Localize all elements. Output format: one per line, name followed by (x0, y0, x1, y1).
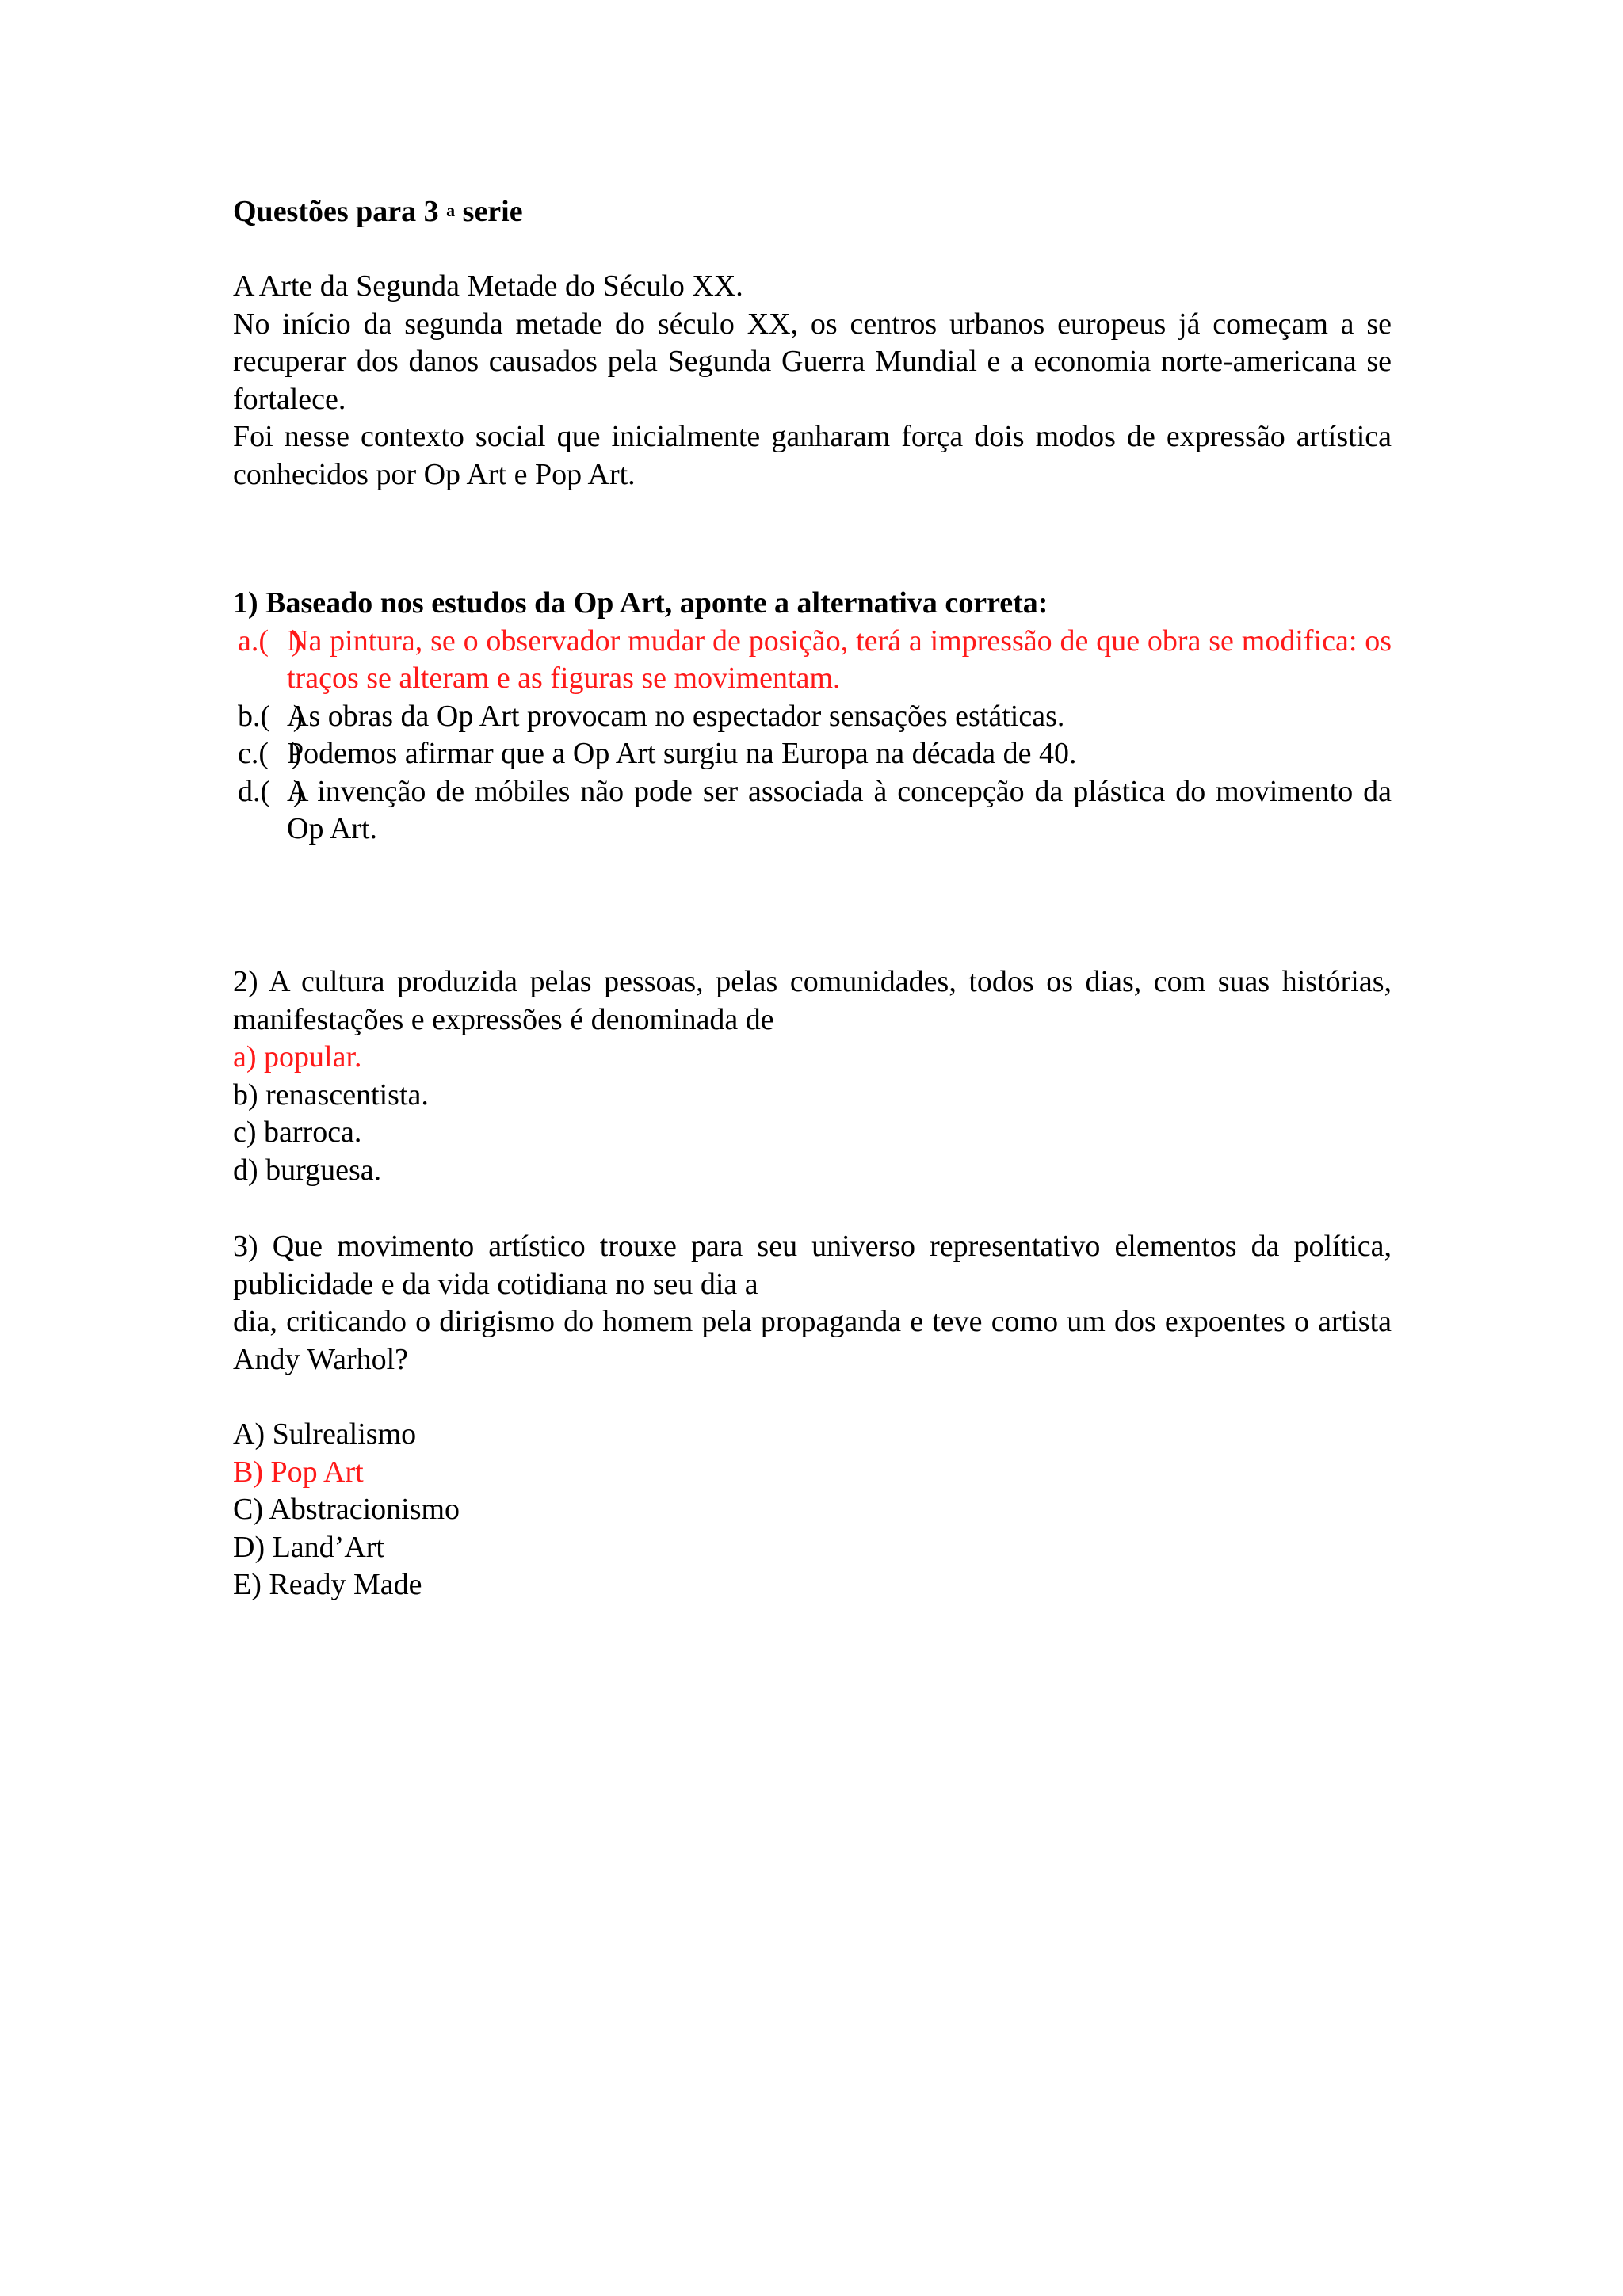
intro-paragraph-2: Foi nesse contexto social que inicialmente ganharam força dois modos de expressão artística conhecidos por Op Art e Pop Art. (233, 420, 1392, 491)
question-3-option-c: C) Abstracionismo (233, 1493, 460, 1526)
question-3-option-a: A) Sulrealismo (233, 1417, 417, 1451)
intro-section (233, 268, 1392, 494)
question-1 (233, 585, 1392, 849)
question-3-option-b: B) Pop Art (233, 1455, 364, 1489)
option-a-label: a.( ) (238, 624, 302, 658)
question-1-heading: 1) Baseado nos estudos da Op Art, aponte a alternativa correta: (233, 586, 1048, 620)
page-title (233, 193, 1392, 231)
option-c-label: c.( ) (238, 737, 302, 770)
question-3-heading-line-2: dia, criticando o dirigismo do homem pela propaganda e teve como um dos expoentes o artista Andy Warhol? (233, 1305, 1392, 1376)
title-rest: serie (462, 195, 523, 228)
question-3-heading-line-1: 3) Que movimento artístico trouxe para seu universo representativo elementos da política, publicidade e da vida cotidiana no seu dia a (233, 1230, 1392, 1301)
option-b-text: As obras da Op Art provocam no espectador sensações estáticas. (287, 699, 1065, 733)
question-1-option-d (233, 773, 1392, 849)
intro-heading: A Arte da Segunda Metade do Século XX. (233, 269, 743, 303)
question-2-option-a: a) popular. (233, 1040, 362, 1074)
intro-paragraph-1: No início da segunda metade do século XX, os centros urbanos europeus já começam a se recuperar dos danos causados pela Segunda Guerra Mundial e a economia norte-americana se fortalece. (233, 307, 1392, 416)
question-3-options (233, 1416, 1392, 1604)
question-2-heading: 2) A cultura produzida pelas pessoas, pelas comunidades, todos os dias, com suas histórias, manifestações e expressões é denominada de (233, 965, 1392, 1036)
question-3 (233, 1228, 1392, 1379)
option-d-label: d.( ) (238, 774, 304, 808)
question-2-option-c: c) barroca. (233, 1116, 362, 1149)
question-1-option-b (233, 698, 1392, 736)
question-2 (233, 963, 1392, 1189)
question-1-option-a (233, 623, 1392, 698)
option-a-text: Na pintura, se o observador mudar de posição, terá a impressão de que obra se modifica: os traços se alteram e as figuras se movimentam. (287, 624, 1392, 695)
option-b-label: b.( ) (238, 699, 304, 733)
question-3-option-e: E) Ready Made (233, 1568, 422, 1601)
question-2-option-b: b) renascentista. (233, 1077, 429, 1112)
question-1-option-c (233, 735, 1392, 773)
title-superscript: a (446, 200, 456, 220)
option-c-text: Podemos afirmar que a Op Art surgiu na Europa na década de 40. (287, 737, 1077, 770)
option-d-text: A invenção de móbiles não pode ser associada à concepção da plástica do movimento da Op Art. (287, 774, 1392, 845)
title-text: Questões para 3 (233, 195, 439, 228)
question-2-option-d: d) burguesa. (233, 1153, 382, 1187)
question-3-option-d: D) Land’Art (233, 1530, 384, 1564)
